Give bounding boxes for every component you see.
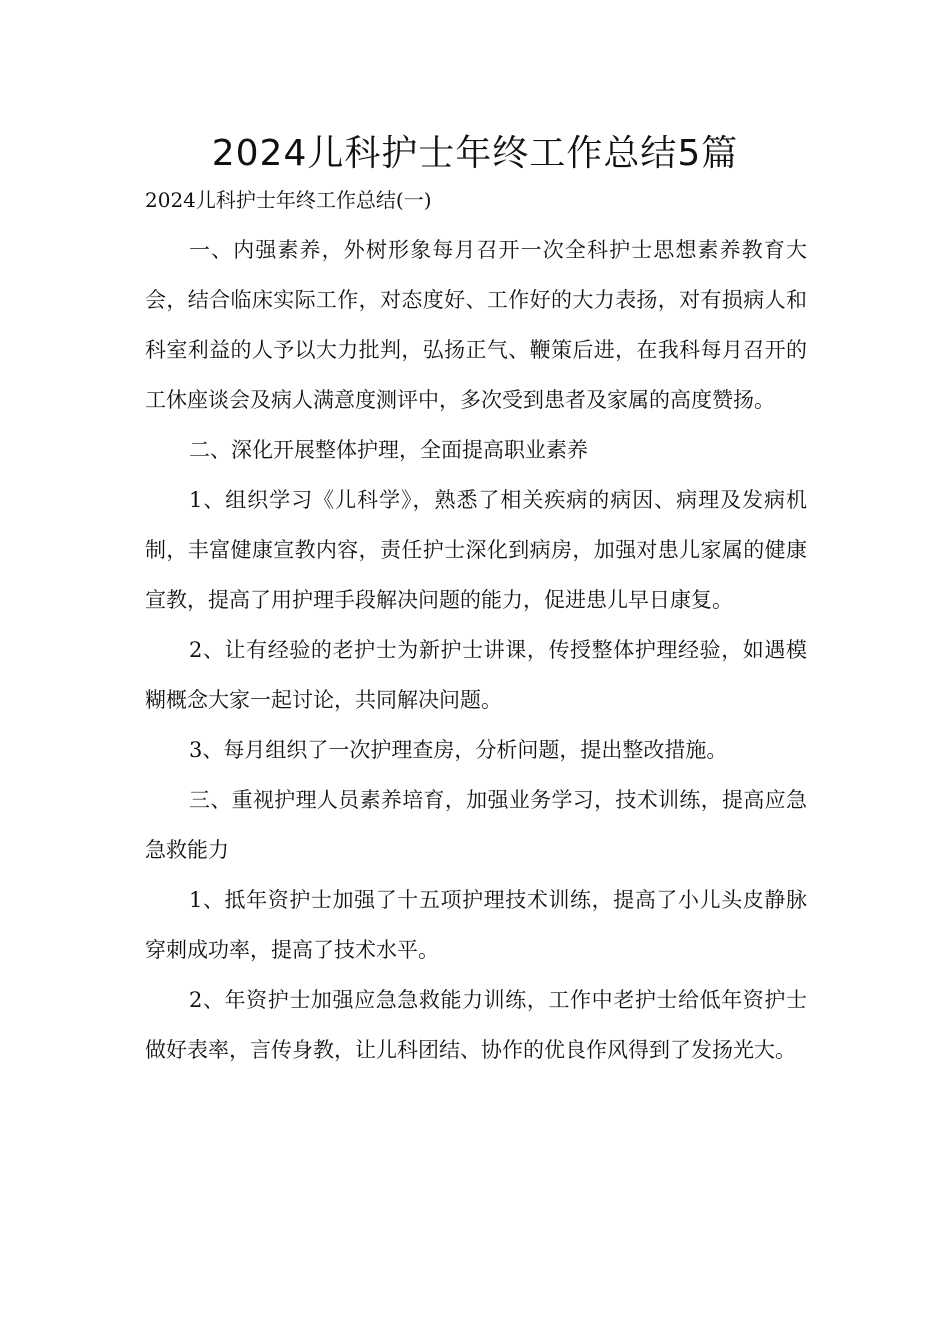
section-subtitle: 2024儿科护士年终工作总结(一): [145, 188, 432, 212]
paragraph: 1、抵年资护士加强了十五项护理技术训练，提高了小儿头皮静脉穿刺成功率，提高了技术水平。: [145, 888, 807, 962]
document-body: [145, 225, 807, 1075]
paragraph: 2、年资护士加强应急急救能力训练，工作中老护士给低年资护士做好表率，言传身教，让儿科团结、协作的优良作风得到了发扬光大。: [145, 988, 807, 1062]
paragraph: 2、让有经验的老护士为新护士讲课，传授整体护理经验，如遇模糊概念大家一起讨论，共同解决问题。: [145, 638, 807, 712]
document-title: 2024儿科护士年终工作总结5篇: [211, 133, 739, 174]
paragraph: 1、组织学习《儿科学》，熟悉了相关疾病的病因、病理及发病机制，丰富健康宣教内容，责任护士深化到病房，加强对患儿家属的健康宣教，提高了用护理手段解决问题的能力，促进患儿早日康复。: [145, 488, 807, 612]
paragraph: 一、内强素养，外树形象每月召开一次全科护士思想素养教育大会，结合临床实际工作，对态度好、工作好的大力表扬，对有损病人和科室利益的人予以大力批判，弘扬正气、鞭策后进，在我科每月召开的工休座谈会及病人满意度测评中，多次受到患者及家属的高度赞扬。: [145, 238, 807, 412]
paragraph: 三、重视护理人员素养培育，加强业务学习，技术训练，提高应急急救能力: [145, 788, 807, 862]
paragraph: 二、深化开展整体护理，全面提高职业素养: [189, 438, 588, 462]
paragraph: 3、每月组织了一次护理查房，分析问题，提出整改措施。: [189, 738, 728, 762]
